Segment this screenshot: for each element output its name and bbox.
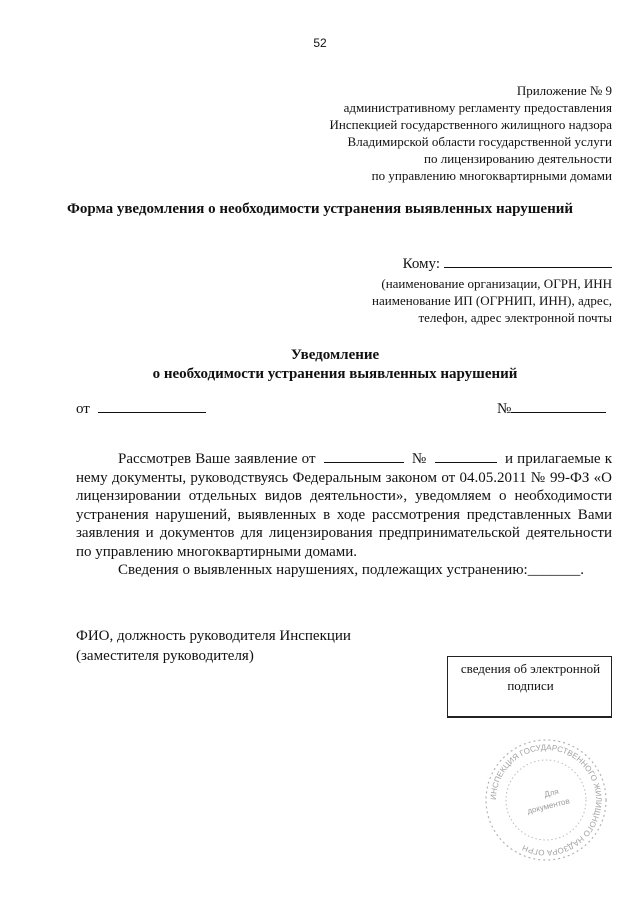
appendix-line: Владимирской области государственной услуги	[347, 134, 612, 149]
appendix-line: административному регламенту предоставления	[343, 100, 612, 115]
notice-title-line: Уведомление	[290, 347, 380, 363]
appendix-line: Приложение № 9	[516, 83, 612, 98]
stamp-icon	[481, 735, 611, 865]
application-number-field[interactable]	[435, 449, 497, 463]
date-field-row	[76, 398, 206, 418]
number-field-row	[497, 398, 606, 418]
stamp-center-line: документов	[526, 796, 571, 816]
recipient-label: Кому:	[402, 256, 440, 272]
recipient-block	[312, 253, 612, 326]
body-paragraph	[76, 561, 612, 580]
appendix-line: по лицензированию деятельности	[424, 151, 612, 166]
body-text-part: Сведения о выявленных нарушениях, подлежащих устранению:	[118, 562, 528, 578]
number-field[interactable]	[511, 398, 606, 413]
recipient-line	[312, 253, 612, 274]
signer-block	[76, 626, 351, 666]
signer-line: (заместителя руководителя)	[76, 648, 254, 664]
recipient-note: (наименование организации, ОГРН, ИНН	[381, 276, 612, 291]
body-text-part: Рассмотрев Ваше заявление от	[118, 451, 316, 467]
violations-field[interactable]: _______.	[527, 562, 584, 578]
appendix-line: Инспекцией государственного жилищного надзора	[329, 117, 612, 132]
from-label: от	[76, 401, 90, 417]
signature-box-line: сведения об электронной	[460, 661, 601, 676]
appendix-line: по управлению многоквартирными домами	[371, 168, 612, 183]
signature-box-text	[448, 660, 613, 694]
notice-body	[76, 449, 612, 580]
recipient-note: телефон, адрес электронной почты	[418, 310, 612, 325]
notice-title	[30, 346, 640, 384]
recipient-field[interactable]	[444, 253, 612, 268]
form-title: Форма уведомления о необходимости устранения выявленных нарушений	[66, 201, 574, 217]
stamp-graphic	[481, 735, 611, 865]
signature-box-line: подписи	[507, 678, 554, 693]
stamp-center-line: Для	[543, 786, 560, 800]
stamp-ring-text: ИНСПЕКЦИЯ ГОСУДАРСТВЕННОГО ЖИЛИЩНОГО НАДЗОРА ОГРН	[488, 742, 604, 858]
date-field[interactable]	[98, 398, 206, 413]
number-label: №	[497, 401, 512, 417]
body-paragraph	[76, 449, 612, 561]
page-number: 52	[313, 36, 327, 50]
body-text-part: и прилагаемые к нему документы, руководствуясь Федеральным законом от 04.05.2011 № 99-ФЗ «О лицензировании отдельных видов деятельности», уведомляем о необходимости устранения нарушений, выявленных в ходе рассмотрения представленных Вами заявления и документов для лицензирования предпринимательской деятельности по управлению многоквартирными домами.	[76, 451, 613, 560]
signature-box	[447, 656, 612, 718]
appendix-header	[282, 82, 612, 184]
signer-line: ФИО, должность руководителя Инспекции	[76, 628, 351, 644]
number-sign: №	[411, 451, 427, 467]
notice-title-line: о необходимости устранения выявленных нарушений	[152, 366, 518, 382]
application-date-field[interactable]	[324, 449, 404, 463]
recipient-note: наименование ИП (ОГРНИП, ИНН), адрес,	[372, 293, 612, 308]
